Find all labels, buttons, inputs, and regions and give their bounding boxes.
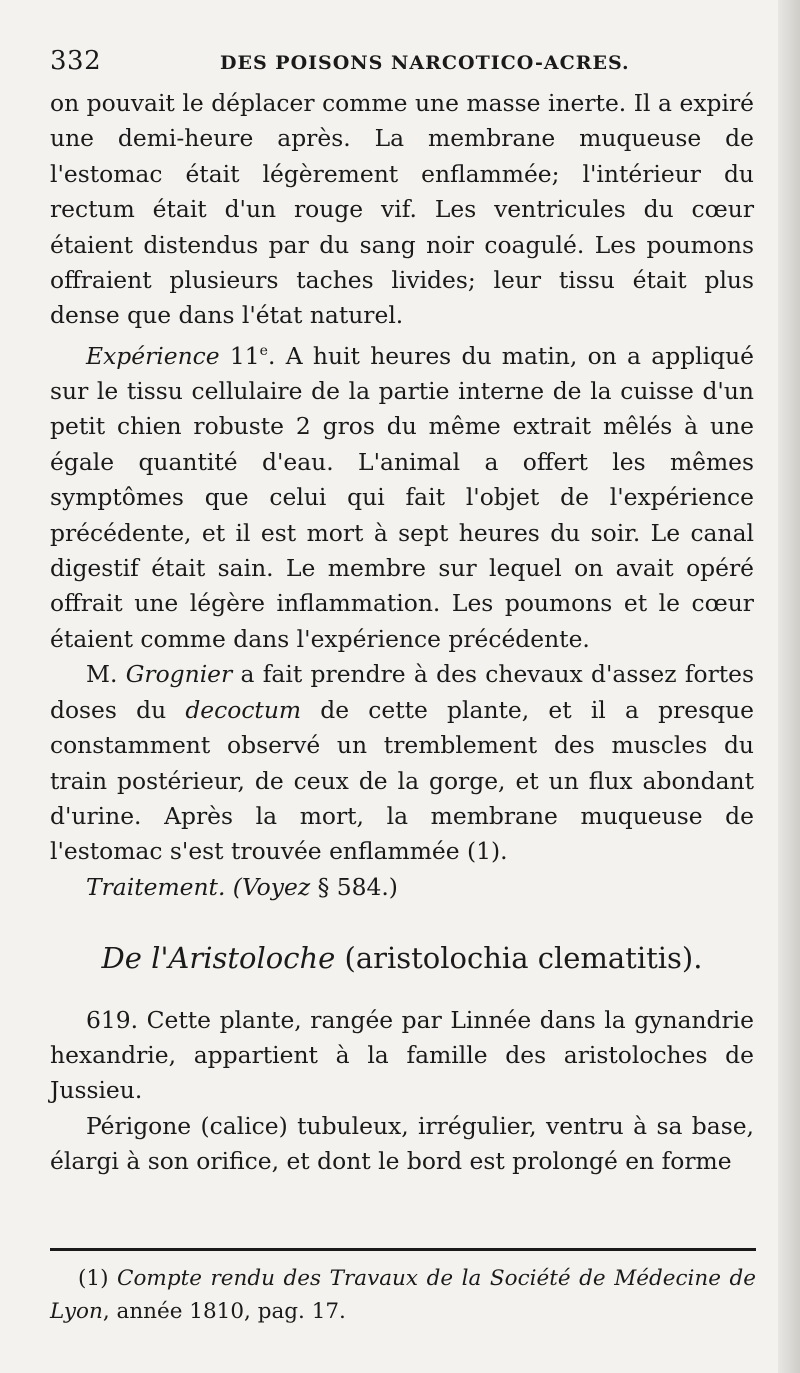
paragraph-grognier — [50, 657, 754, 869]
traitement-label: Traitement. ( — [86, 872, 242, 901]
footnote — [50, 1262, 756, 1328]
traitement-ref: § 584.) — [310, 872, 398, 901]
paragraph-perigone: Périgone (calice) tubuleux, irrégulier, ventru à sa base, élargi à son orifice, et dont le bord est prolongé en forme — [50, 1111, 754, 1176]
page-edge-shadow — [778, 0, 800, 1373]
experience-label: Expérience — [86, 341, 220, 370]
page-number: 332 — [50, 46, 102, 76]
latin-term: decoctum — [185, 695, 302, 724]
footnote-mark: (1) — [78, 1266, 118, 1291]
section-heading-italic: De l'Aristoloche — [101, 941, 336, 976]
footnote-title: Compte rendu des Travaux de la Société de Médecine de Lyon — [50, 1266, 756, 1324]
author-name: Grognier — [125, 660, 233, 689]
footnote-rule — [50, 1248, 756, 1251]
paragraph-619: 619. Cette plante, rangée par Linnée dans la gynandrie hexandrie, appartient à la famille des aristoloches de Jussieu. — [50, 1005, 754, 1105]
grognier-text-b: de cette plante, et il a presque constamment observé un tremblement des muscles du train postérieur, de ceux de la gorge, et un flux abondant d'urine. Après la mort, la membrane muqueuse de l'estomac s'est trouvée enflammée (1). — [50, 695, 754, 866]
page-header — [50, 46, 750, 82]
footnote-rest: , année 1810, pag. 17. — [102, 1299, 346, 1324]
running-title: DES POISONS NARCOTICO-ACRES. — [220, 52, 630, 74]
grognier-prefix: M. — [86, 660, 126, 689]
experience-number: 11 — [229, 341, 260, 370]
experience-text: . A huit heures du matin, on a appliqué sur le tissu cellulaire de la partie interne de la cuisse d'un petit chien robuste 2 gros du même extrait mêlés à une égale quantité d'eau. L'animal a offert les mêmes symptômes que celui qui fait l'objet de l'expérience précédente, et il est mort à sept heures du soir. Le canal digestif était sain. Le membre sur lequel on avait opéré offrait une légère inflammation. Les poumons et le cœur étaient comme dans l'expérience précédente. — [50, 341, 755, 653]
section-heading-latin: (aristolochia clematitis). — [335, 941, 703, 976]
main-text — [50, 86, 754, 1180]
grognier-text-a: a fait prendre à des chevaux d'assez fortes doses du — [50, 660, 754, 724]
paragraph-continuation: on pouvait le déplacer comme une masse inerte. Il a expiré une demi-heure après. La membrane muqueuse de l'estomac était légèrement enflammée; l'intérieur du rectum était d'un rouge vif. Les ventricules du cœur étaient distendus par du sang noir coagulé. Les poumons offraient plusieurs taches livides; leur tissu était plus dense que dans l'état naturel. — [50, 89, 754, 330]
paragraph-experience-11 — [50, 334, 754, 657]
voyez-label: Voyez — [241, 872, 311, 901]
section-heading — [50, 941, 754, 976]
paragraph-traitement — [50, 870, 754, 905]
footnote-text — [50, 1262, 756, 1328]
experience-superscript: e — [259, 342, 268, 359]
